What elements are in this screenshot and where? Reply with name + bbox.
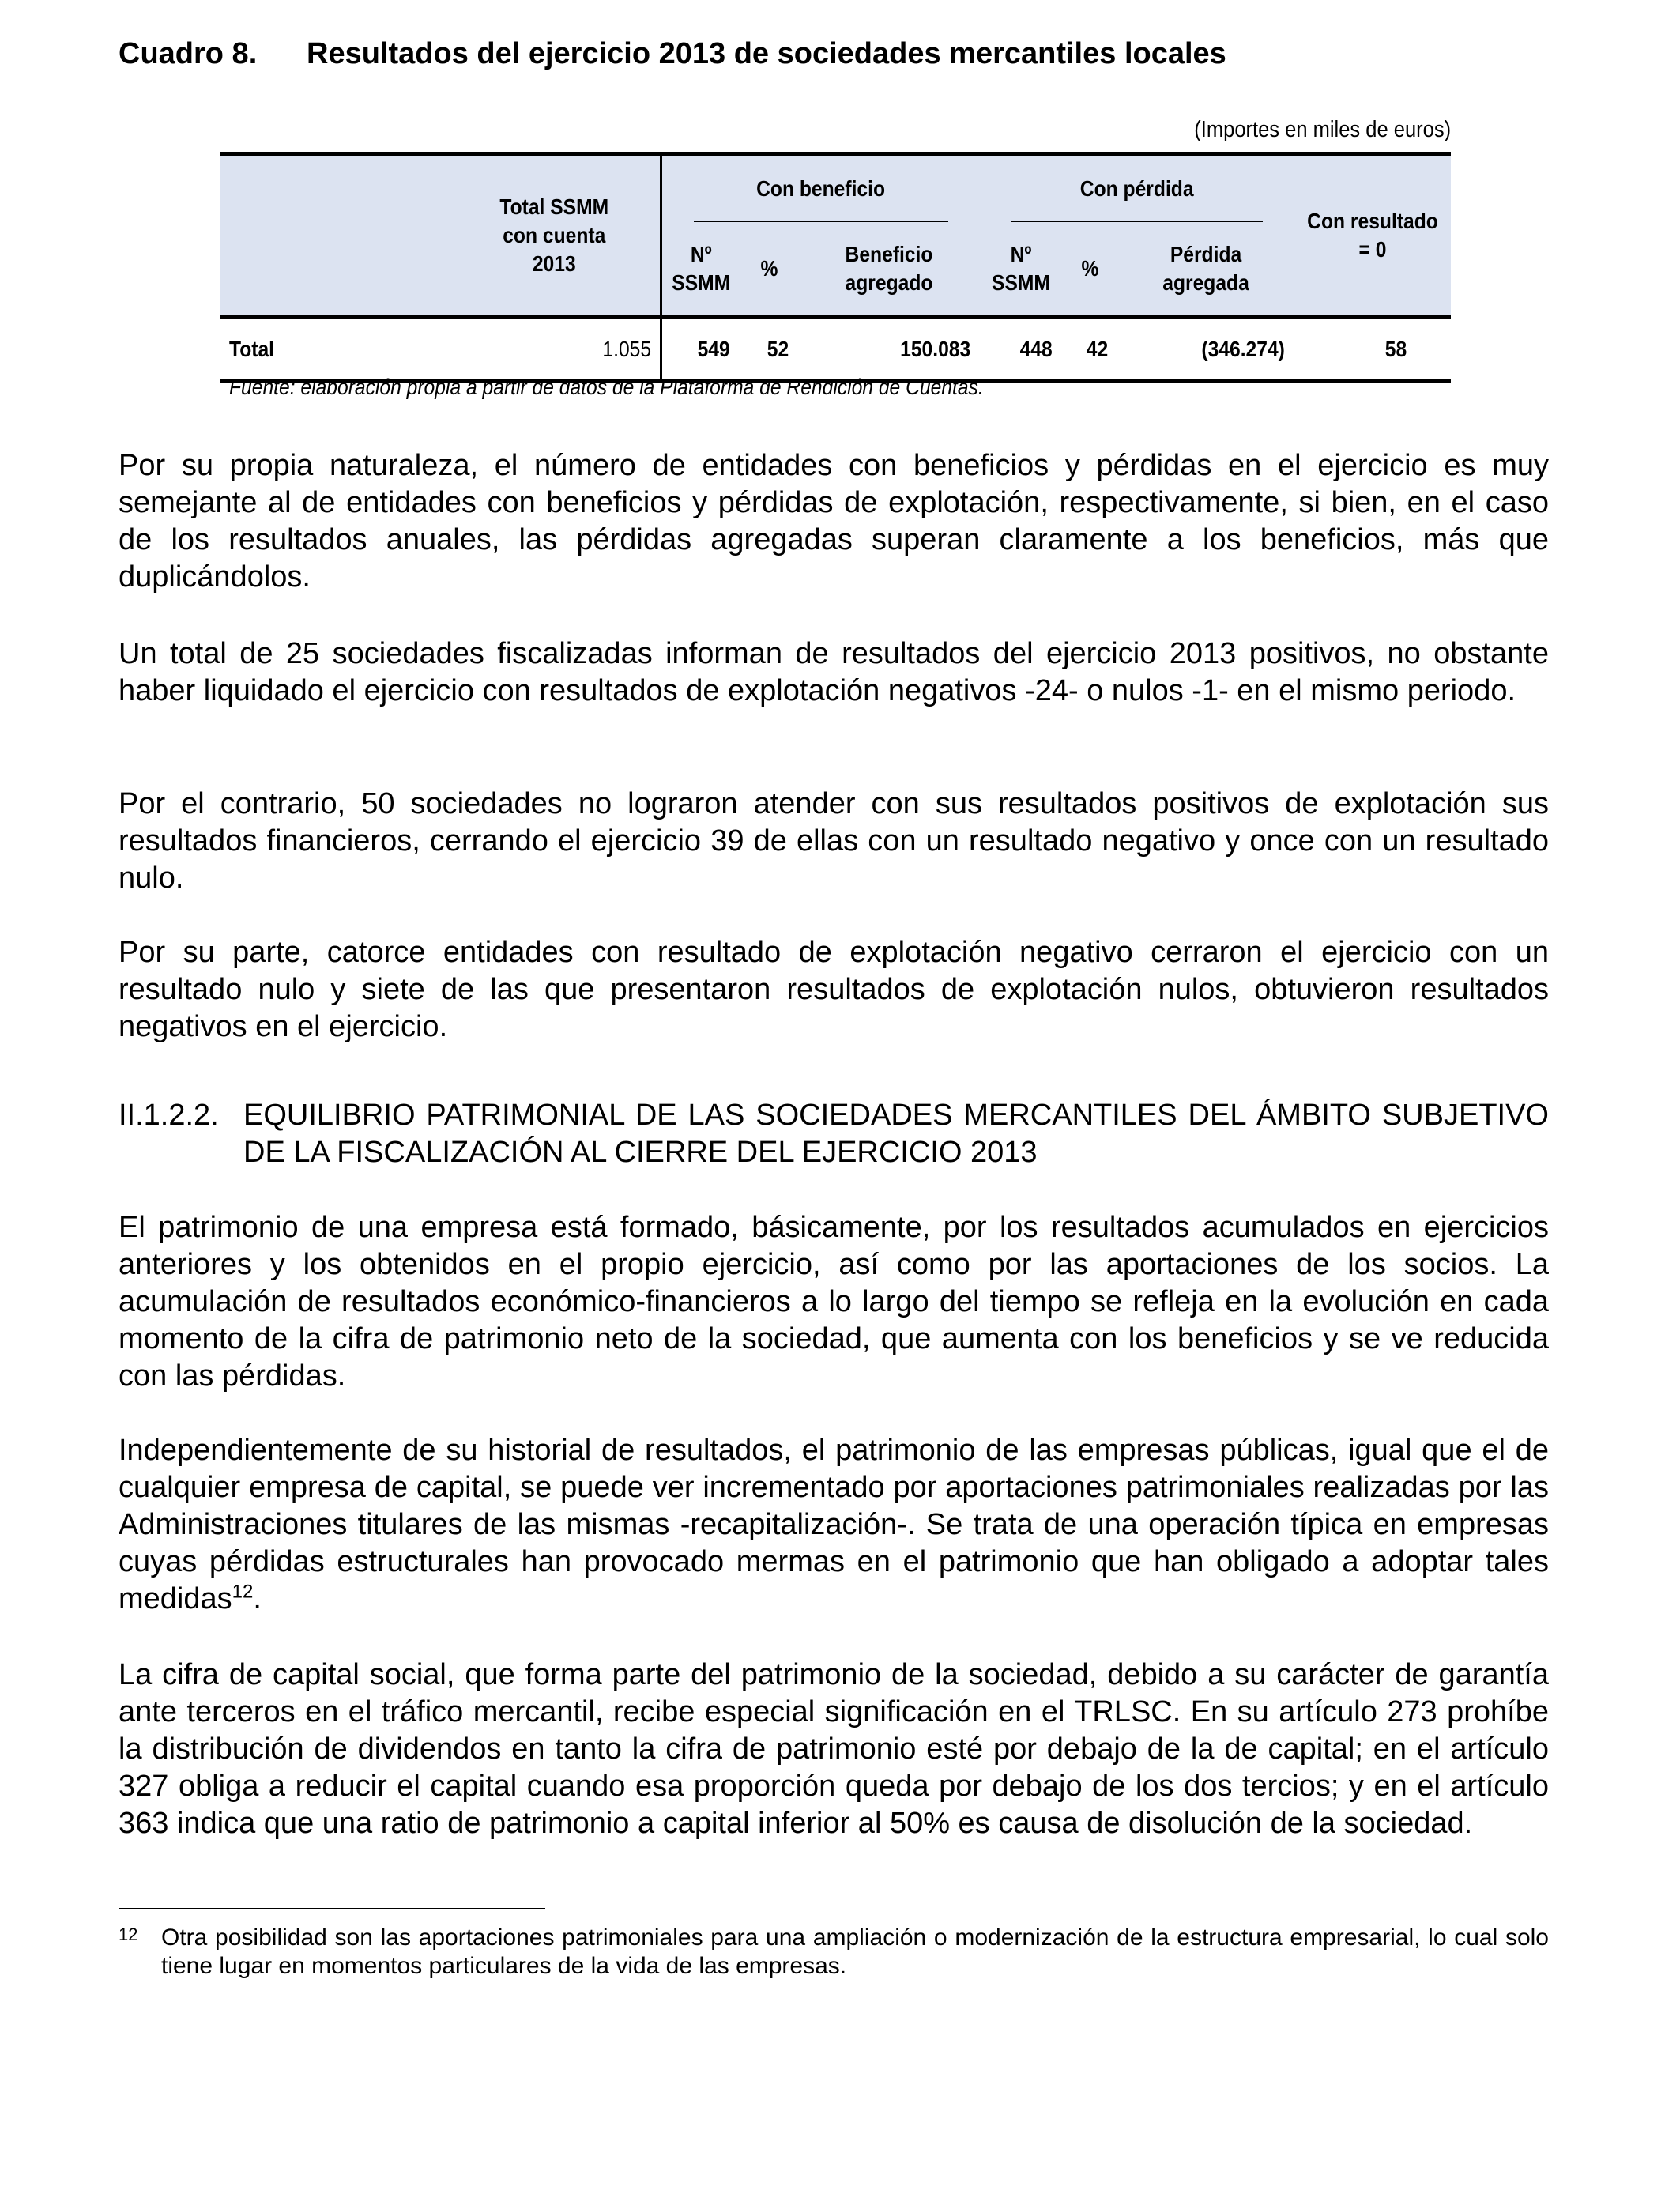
footnote-mark: 12 xyxy=(119,1924,138,1944)
footnote xyxy=(119,1924,1549,1981)
units-note: (Importes en miles de euros) xyxy=(1194,117,1451,142)
section-number: II.1.2.2. xyxy=(119,1099,219,1132)
paragraph-6: Independientemente de su historial de resultados, el patrimonio de las empresas públicas, igual que el de cualquier empresa de capital, se puede ver incrementado por aportaciones patrimoniales realizadas por las Administraciones titulares de las mismas -recapitalización-. Se trata de una operación típica en empresas cuyas pérdidas estructurales han provocado mermas en el patrimonio que han obligado a adoptar tales medidas$^{12}$. xyxy=(119,1434,1549,1615)
cell-ben-agregado: 150.083 xyxy=(798,318,980,382)
header-group-beneficio: Con beneficio xyxy=(661,154,980,223)
header-per-pct: % xyxy=(1062,222,1117,318)
header-blank xyxy=(220,154,473,318)
header-per-num-ssmm: Nº SSMM xyxy=(980,222,1062,318)
header-perdida-agregada: Pérdida agregada xyxy=(1117,222,1294,318)
cell-per-pct: 42 xyxy=(1062,318,1117,382)
paragraph-7: La cifra de capital social, que forma parte del patrimonio de la sociedad, debido a su carácter de garantía ante terceros en el tráfico mercantil, recibe especial significación en el TRLSC. En su artículo 273 prohíbe la distribución de dividendos en tanto la cifra de patrimonio esté por debajo de la de capital; en el artículo 327 obliga a reducir el capital cuando esa proporción queda por debajo de los dos tercios; y en el artículo 363 indica que una ratio de patrimonio a capital inferior al 50% es causa de disolución de la sociedad. xyxy=(119,1658,1549,1840)
cell-ben-pct: 52 xyxy=(740,318,798,382)
section-title: EQUILIBRIO PATRIMONIAL DE LAS SOCIEDADES MERCANTILES DEL ÁMBITO SUBJETIVO DE LA FISCALIZACIÓN AL CIERRE DEL EJERCICIO 2013 xyxy=(243,1099,1549,1169)
cell-total: 1.055 xyxy=(473,318,661,382)
header-ben-num-ssmm: Nº SSMM xyxy=(661,222,740,318)
paragraph-4: Por su parte, catorce entidades con resultado de explotación negativo cerraron el ejercicio con un resultado nulo y siete de las que presentaron resultados de explotación nulos, obtuvieron resultados negativos en el ejercicio. xyxy=(119,936,1549,1043)
paragraph-2: Un total de 25 sociedades fiscalizadas informan de resultados del ejercicio 2013 positivos, no obstante haber liquidado el ejercicio con resultados de explotación negativos -24- o nulos -1- en el mismo periodo. xyxy=(119,637,1549,707)
header-group-perdida: Con pérdida xyxy=(980,154,1294,223)
header-ben-pct: % xyxy=(740,222,798,318)
header-beneficio-agregado: Beneficio agregado xyxy=(798,222,980,318)
cell-ben-num: 549 xyxy=(661,318,740,382)
row-label: Total xyxy=(220,318,473,382)
paragraph-3: Por el contrario, 50 sociedades no lograron atender con sus resultados positivos de explotación sus resultados financieros, cerrando el ejercicio 39 de ellas con un resultado negativo y once con un resultado nulo. xyxy=(119,787,1549,895)
caption-title: Resultados del ejercicio 2013 de sociedades mercantiles locales xyxy=(307,37,1226,70)
results-table xyxy=(220,152,1451,383)
paragraph-5: El patrimonio de una empresa está formado, básicamente, por los resultados acumulados en ejercicios anteriores y los obtenidos en el propio ejercicio, así como por las aportaciones de los socios. La acumulación de resultados económico-financieros a lo largo del tiempo se refleja en la evolución en cada momento de la cifra de patrimonio neto de la sociedad, que aumenta con los beneficios y se ve reducida con las pérdidas. xyxy=(119,1211,1549,1393)
cell-cero: 58 xyxy=(1294,318,1451,382)
section-heading xyxy=(119,1097,1549,1171)
cell-per-num: 448 xyxy=(980,318,1062,382)
footnote-separator xyxy=(119,1908,545,1909)
paragraph-1: Por su propia naturaleza, el número de entidades con beneficios y pérdidas en el ejercicio es muy semejante al de entidades con beneficios y pérdidas de explotación, respectivamente, si bien, en el caso de los resultados anuales, las pérdidas agregadas superan claramente a los beneficios, más que duplicándolos. xyxy=(119,449,1549,594)
table-row xyxy=(220,318,1451,382)
footnote-text: Otra posibilidad son las aportaciones patrimoniales para una ampliación o modernización de la estructura empresarial, lo cual solo tiene lugar en momentos particulares de la vida de las empresas. xyxy=(161,1924,1549,1979)
cell-per-agregada: (346.274) xyxy=(1117,318,1294,382)
header-total-ssmm: Total SSMM con cuenta 2013 xyxy=(473,154,661,318)
caption-label: Cuadro 8. xyxy=(119,37,258,70)
header-resultado-cero: Con resultado = 0 xyxy=(1294,154,1451,318)
table-caption xyxy=(119,35,1226,73)
footnote-ref: 12 xyxy=(232,1581,254,1603)
table-source: Fuente: elaboración propia a partir de datos de la Plataforma de Rendición de Cuentas. xyxy=(229,375,984,399)
